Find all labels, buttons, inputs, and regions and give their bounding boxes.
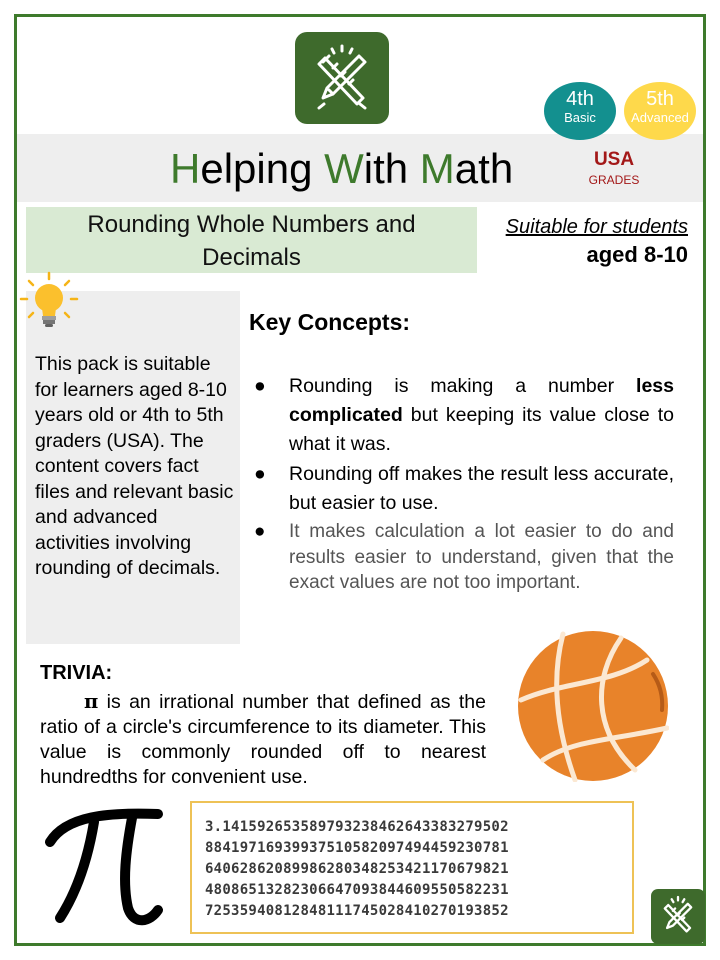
- title-part: M: [419, 145, 455, 192]
- grade-4-label: 4th: [566, 88, 594, 110]
- pi-digits-line: 72535940812848111745028410270193852: [205, 903, 509, 919]
- list-item: ● Rounding is making a number less complicated but keeping its value close to what it was.: [254, 375, 674, 455]
- pi-inline-symbol: π: [84, 690, 99, 713]
- trivia-sentence: is an irrational number that defined as the ratio of a circle's circumference to its diameter. This value is commonly rounded off to nearest hundredths for convenient use.: [40, 691, 486, 788]
- age-range: aged 8-10: [586, 242, 688, 267]
- concept-text: It makes calculation a lot easier to do and results easier to understand, given that the exact values are not too important.: [289, 521, 674, 593]
- suitable-label: Suitable for students: [505, 216, 688, 238]
- grade-5-level: Advanced: [631, 110, 689, 125]
- title-part: ith: [363, 145, 420, 192]
- basketball-icon: [517, 630, 669, 782]
- pencil-ruler-icon: [651, 889, 705, 944]
- title-part: ath: [454, 145, 514, 192]
- pi-digits-line: 48086513282306647093844609550582231: [205, 882, 509, 898]
- usa-grades-label: [572, 150, 656, 188]
- pencil-ruler-icon: [295, 32, 389, 124]
- topic-line-1: Rounding Whole Numbers and: [87, 211, 416, 238]
- title-part: W: [324, 145, 364, 192]
- grade-4-level: Basic: [564, 110, 596, 125]
- grade-5-label: 5th: [646, 88, 674, 110]
- country-label: USA: [593, 149, 635, 170]
- grade-5-badge: [624, 82, 696, 140]
- pi-digits-line: 88419716939937510582097494459230781: [205, 840, 509, 856]
- concept-text: but keeping its value close to what it was.: [289, 404, 674, 455]
- sidebar-description: This pack is suitable for learners aged 8-10 years old or 4th to 5th graders (USA). The content covers fact files and relevant basic and advanced activities involving rounding of decimals.: [35, 353, 234, 579]
- title-part: H: [170, 145, 201, 192]
- pi-symbol-icon: [38, 802, 168, 932]
- brand-title: [170, 145, 513, 193]
- concept-text: Rounding off makes the result less accurate, but easier to use.: [289, 463, 674, 514]
- concept-text: Rounding is making a number: [289, 375, 637, 397]
- key-concepts-heading: Key Concepts:: [249, 309, 411, 335]
- pi-digits-line: 64062862089986280348253421170679821: [205, 861, 509, 877]
- pi-digits-box: [190, 801, 634, 934]
- concept-bold: less complicated: [289, 375, 674, 426]
- topic-line-2: Decimals: [202, 244, 301, 271]
- grades-label: GRADES: [588, 173, 640, 187]
- grade-4-badge: [544, 82, 616, 140]
- pi-digits-line: 3.141592653589793238462643383279502: [205, 819, 509, 835]
- age-suitability: [506, 214, 688, 270]
- trivia-heading: TRIVIA:: [40, 662, 113, 684]
- title-part: elping: [200, 145, 325, 192]
- trivia-text: [40, 689, 486, 790]
- list-item: ● It makes calculation a lot easier to do and results easier to understand, given that the exact values are not too important.: [254, 521, 674, 593]
- lightbulb-icon: [18, 270, 80, 332]
- key-concepts-list: [254, 372, 674, 597]
- list-item: ● Rounding off makes the result less accurate, but easier to use.: [254, 463, 674, 514]
- topic-title: [26, 207, 477, 273]
